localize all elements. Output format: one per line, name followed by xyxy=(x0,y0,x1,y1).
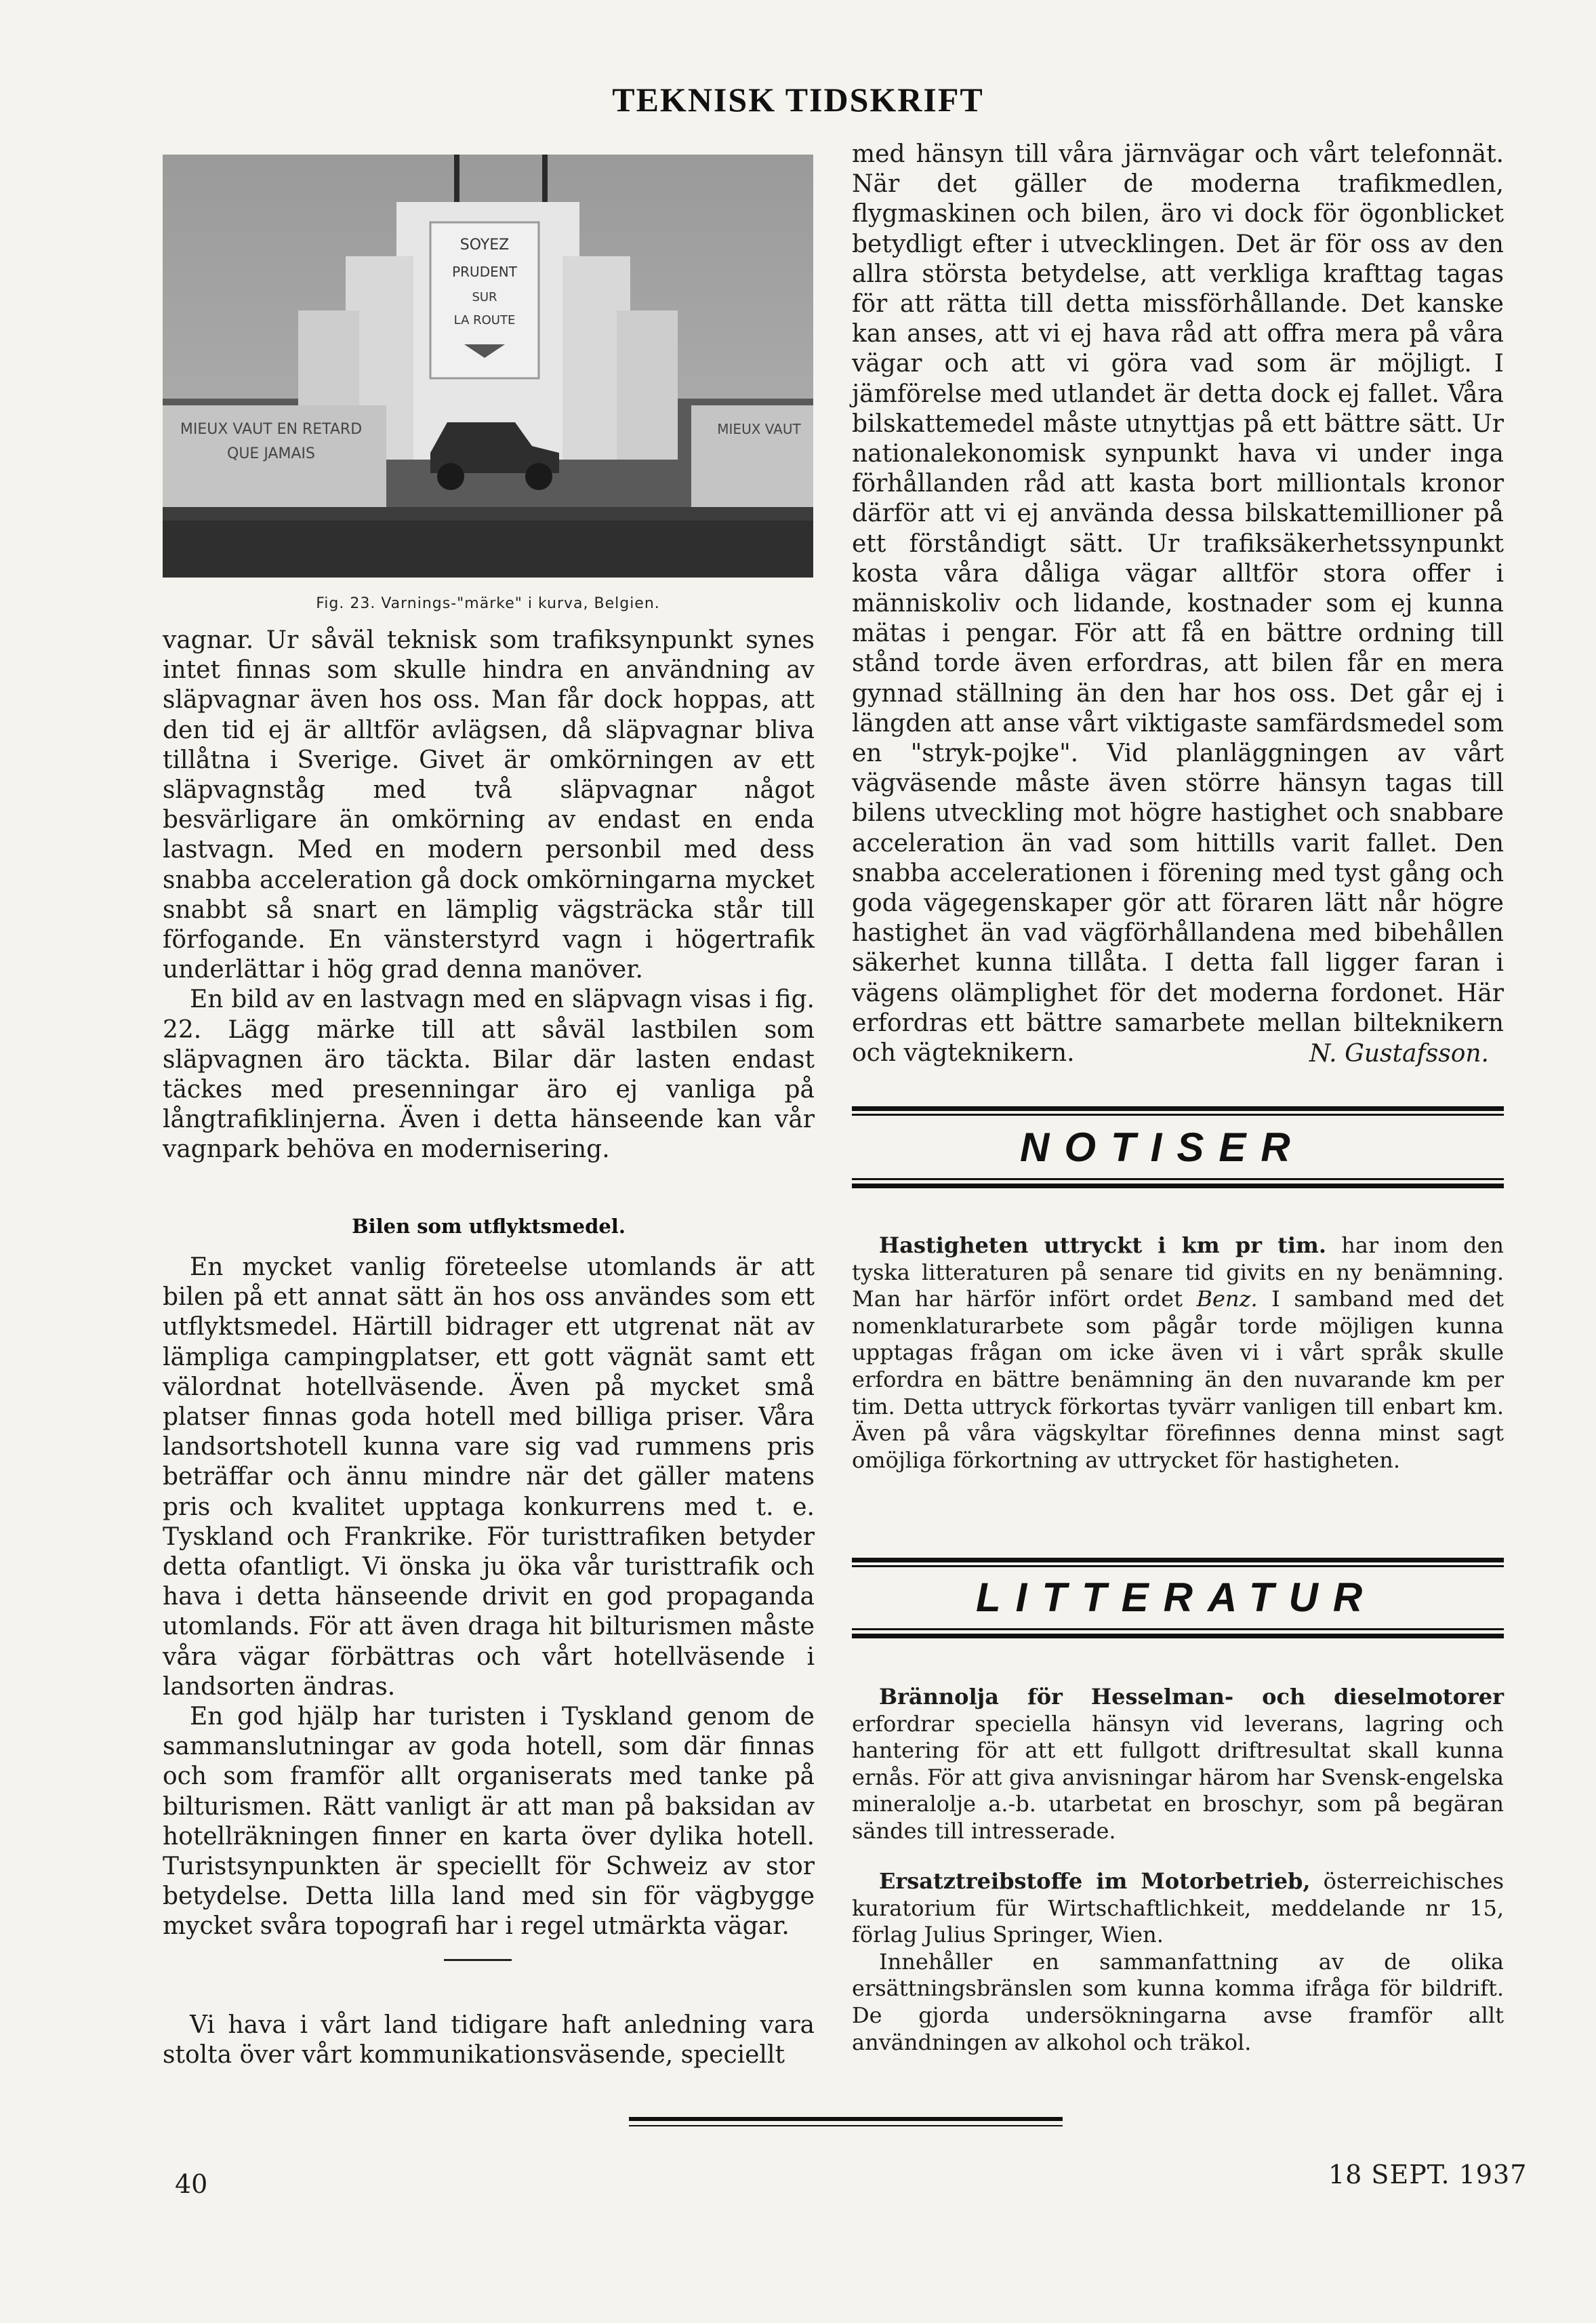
notiser-banner: NOTISER xyxy=(1020,1125,1305,1170)
paragraph: Vi hava i vårt land tidigare haft anledning vara stolta över vårt kommunikationsväsende, speciellt xyxy=(163,2011,815,2069)
notice-lead: Hastigheten uttryckt i km pr tim. xyxy=(879,1232,1327,1258)
item-paragraph: Innehåller en sammanfattning av de olika ersättningsbränslen som kunna komma ifråga för bildrift. De gjorda undersökningarna avse framför allt användningen av alkohol och träkol. xyxy=(852,1948,1504,2055)
section-divider xyxy=(444,1959,512,1961)
figure-caption: Fig. 23. Varnings-"märke" i kurva, Belgien. xyxy=(316,595,660,612)
banner-rule xyxy=(852,1106,1504,1111)
page-number: 40 xyxy=(175,2169,208,2199)
notice-body: I samband med det nomenklaturarbete som pågår torde möjligen kunna upptagas frågan om icke även vi i vårt språk skulle erfordra en bättre benämning än den nuvarande km per tim. Detta uttryck förkortas tyvärr vanligen till enbart km. Även på våra vägskyltar förefinnes denna minst sagt omöjliga förkortning av uttrycket för hastigheten. xyxy=(852,1286,1505,1473)
item-body: erfordrar speciella hänsyn vid leverans, lagring och hantering för att ett fullgott driftresultat skall kunna ernås. För att giva anvisningar härom har Svensk-engelska mineralolje a.-b. utarbetat en broschyr, som på begäran sändes till intresserade. xyxy=(852,1710,1504,1844)
banner-rule xyxy=(852,1634,1504,1638)
section-heading: Bilen som utflyktsmedel. xyxy=(352,1215,626,1238)
figure-photo xyxy=(163,155,813,578)
banner-rule xyxy=(852,1114,1504,1116)
issue-date: 18 SEPT. 1937 xyxy=(1328,2160,1528,2189)
notiser-item xyxy=(852,1232,1504,1474)
banner-rule xyxy=(852,1565,1504,1567)
litteratur-item xyxy=(852,1868,1504,2056)
left-column-upper xyxy=(163,626,815,1165)
paragraph: med hänsyn till våra järnvägar och vårt telefonnät. När det gäller de moderna trafikmedlen, flygmaskinen och bilen, äro vi dock för ögonblicket betydligt efter i utvecklingen. Det är för oss av den allra största betydelse, att verkliga krafttag tagas för att rätta till detta missförhållande. Det kanske kan anses, att vi ej hava råd att offra mera på våra vägar och att vi göra vad som är möjligt. I jämförelse med utlandet är detta dock ej fallet. Våra bilskattemedel måste utnyttjas på ett bättre sätt. Ur nationalekonomisk synpunkt hava vi under inga förhållanden råd att kasta bort milliontals kronor därför att vi ej använda dessa bilskattemillioner på ett förståndigt sätt. Ur trafiksäkerhetssynpunkt kosta våra dåliga vägar alltför stora offer i människoliv och lidande, kostnader som ej kunna mätas i pengar. För att få en bättre ordning till stånd torde även erfordras, att bilen får en mera gynnad ställning än den har hos oss. Det går ej i längden att anse vårt viktigaste samfärdsmedel som en "stryk-pojke". Vid planläggningen av vårt vägväsende måste även större hänsyn tagas till bilens utveckling mot högre hastighet och snabbare acceleration än vad som hittills varit fallet. Den snabba accelerationen i förening med tyst gång och goda vägegenskaper gör att föraren lätt når högre hastighet än vad vägförhållandena med bibehållen säkerhet kunna tillåta. I detta fall ligger faran i vägens olämplighet för det moderna fordonet. Här erfordras ett bättre samarbete mellan bilteknikern och vägteknikern. xyxy=(852,140,1504,1068)
banner-rule xyxy=(852,1178,1504,1180)
notice-body: har inom den tyska litteraturen på senare tid givits en ny benämning. Man har härför infört ordet xyxy=(852,1232,1505,1312)
right-column-upper xyxy=(852,140,1504,1068)
footer-rule xyxy=(629,2117,1063,2121)
footer-rule xyxy=(629,2125,1063,2126)
banner-rule xyxy=(852,1558,1504,1562)
wall-text-left-1: MIEUX VAUT EN RETARD xyxy=(180,421,363,438)
author-signature: N. Gustafsson. xyxy=(1309,1040,1489,1068)
sign-line-4: LA ROUTE xyxy=(453,313,516,327)
banner-rule xyxy=(852,1184,1504,1188)
paragraph: En mycket vanlig företeelse utomlands är att bilen på ett annat sätt än hos oss användes som ett utflyktsmedel. Härtill bidrager ett utgrenat nät av lämpliga campingplatser, ett gott vägnät samt ett välordnat hotellväsende. Även på mycket små platser finnas goda hotell med billiga priser. Våra landsortshotell kunna vare sig vad rummens pris beträffar och ännu mindre när det gäller matens pris och kvalitet upptaga konkurrens med t. e. Tyskland och Frankrike. För turisttrafiken betyder detta ofantligt. Vi önska ju öka vår turisttrafik och hava i detta hänseende drivit en god propaganda utomlands. För att även draga hit bilturismen måste våra vägar förbättras och vårt hotellväsende i landsorten ändras. xyxy=(163,1253,815,1701)
banner-rule xyxy=(852,1628,1504,1630)
litteratur-item xyxy=(852,1684,1504,1845)
item-body: österreichisches kuratorium für Wirtschaftlichkeit, meddelande nr 15, förlag Julius Springer, Wien. xyxy=(852,1868,1505,1948)
paragraph: En bild av en lastvagn med en släpvagn visas i fig. 22. Lägg märke till att såväl lastbilen som släpvagnen äro täckta. Bilar där lasten endast täckes med presenningar äro ej vanliga på långtrafiklinjerna. Även i detta hänseende kan vår vagnpark behöva en modernisering. xyxy=(163,986,815,1164)
sign-line-1: SOYEZ xyxy=(459,237,510,254)
item-lead: Brännolja för Hesselman- och dieselmotorer xyxy=(879,1684,1504,1710)
left-column-lower xyxy=(163,2011,815,2070)
left-column-middle xyxy=(163,1253,815,1942)
litteratur-banner: LITTERATUR xyxy=(976,1575,1378,1620)
paragraph: En god hjälp har turisten i Tyskland genom de sammanslutningar av goda hotell, som där finnas och som framför allt organiserats med tanke på bilturismen. Rätt vanligt är att man på baksidan av hotellräkningen finner en karta över dylika hotell. Turistsynpunkten är speciellt för Schweiz av stor betydelse. Detta lilla land med sin för vägbygge mycket svåra topografi har i regel utmärkta vägar. xyxy=(163,1703,815,1941)
sign-line-3: SUR xyxy=(472,290,497,304)
wall-text-right: MIEUX VAUT xyxy=(717,421,801,437)
notice-italic: Benz. xyxy=(1196,1286,1258,1312)
wall-text-left-2: QUE JAMAIS xyxy=(227,445,315,462)
item-lead: Ersatztreibstoffe im Motorbetrieb, xyxy=(879,1868,1311,1894)
sign-line-2: PRUDENT xyxy=(452,264,517,280)
paragraph: vagnar. Ur såväl teknisk som trafiksynpunkt synes intet finnas som skulle hindra en användning av släpvagnar även hos oss. Man får dock hoppas, att den tid ej är alltför avlägsen, då släpvagnar bliva tillåtna i Sverige. Givet är omkörningen av ett släpvagnståg med två släpvagnar något besvärligare än omkörning av endast en enda lastvagn. Med en modern personbil med dess snabba acceleration gå dock omkörningarna mycket snabbt så snart en lämplig vägsträcka står till förfogande. En vänsterstyrd vagn i högertrafik underlättar i hög grad denna manöver. xyxy=(163,626,815,984)
warning-monument-illustration xyxy=(163,155,813,578)
journal-title: TEKNISK TIDSKRIFT xyxy=(612,81,984,119)
